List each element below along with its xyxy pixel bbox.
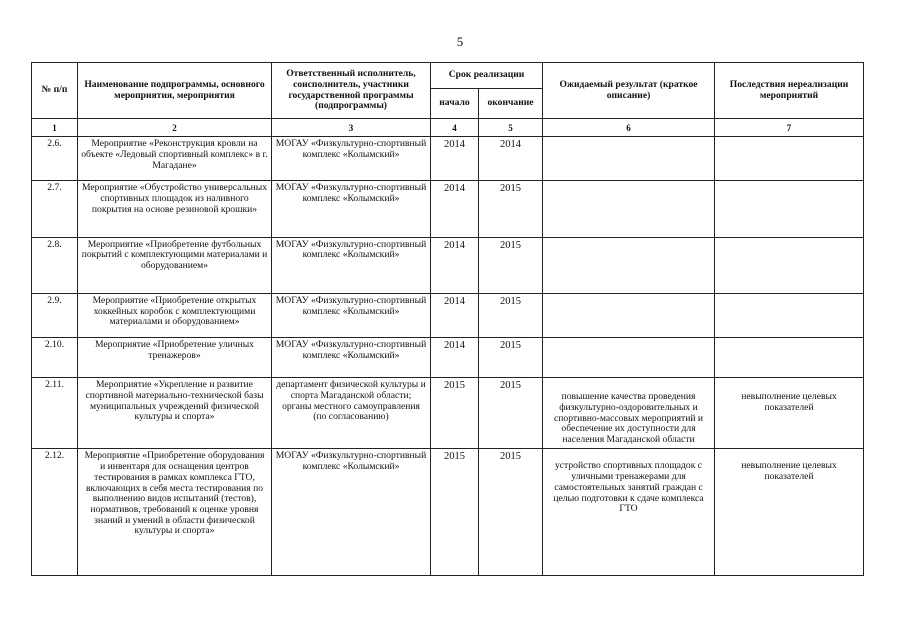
- table-row: [32, 237, 864, 293]
- executor: МОГАУ «Физкультурно-спортивный комплекс «Колымский»: [272, 237, 431, 293]
- executor: департамент физической культуры и спорта Магаданской области; органы местного самоуправления (по согласованию): [272, 378, 431, 449]
- header-period: Срок реализации: [431, 63, 543, 89]
- row-number: 2.8.: [32, 237, 78, 293]
- row-number: 2.12.: [32, 449, 78, 576]
- row-number: 2.10.: [32, 338, 78, 378]
- end-year: 2015: [479, 181, 543, 237]
- end-year: 2014: [479, 137, 543, 181]
- header-row: [32, 63, 864, 89]
- table-row: [32, 293, 864, 337]
- activity-name: Мероприятие «Приобретение уличных тренажеров»: [78, 338, 272, 378]
- table-row: [32, 449, 864, 576]
- start-year: 2014: [431, 293, 479, 337]
- header-name: Наименование подпрограммы, основного мероприятия, мероприятия: [78, 63, 272, 119]
- header-executor: Ответственный исполнитель, соисполнитель, участники государственной программы (подпрограммы): [272, 63, 431, 119]
- executor: МОГАУ «Физкультурно-спортивный комплекс «Колымский»: [272, 338, 431, 378]
- column-number: 5: [479, 119, 543, 137]
- consequences: [715, 181, 864, 237]
- row-number: 2.11.: [32, 378, 78, 449]
- expected-result: [543, 338, 715, 378]
- column-number-row: [32, 119, 864, 137]
- header-end: окончание: [479, 89, 543, 119]
- row-number: 2.9.: [32, 293, 78, 337]
- start-year: 2014: [431, 181, 479, 237]
- activity-name: Мероприятие «Реконструкция кровли на объекте «Ледовый спортивный комплекс» в г. Магадане»: [78, 137, 272, 181]
- column-number: 7: [715, 119, 864, 137]
- consequences: [715, 338, 864, 378]
- consequences: [715, 293, 864, 337]
- page-number: 5: [456, 34, 464, 49]
- column-number: 3: [272, 119, 431, 137]
- start-year: 2015: [431, 449, 479, 576]
- expected-result: [543, 293, 715, 337]
- column-number: 1: [32, 119, 78, 137]
- row-number: 2.7.: [32, 181, 78, 237]
- end-year: 2015: [479, 338, 543, 378]
- end-year: 2015: [479, 449, 543, 576]
- start-year: 2014: [431, 237, 479, 293]
- table-row: [32, 378, 864, 449]
- activity-name: Мероприятие «Приобретение открытых хоккейных коробок с комплектующими материалами и оборудованием»: [78, 293, 272, 337]
- end-year: 2015: [479, 237, 543, 293]
- program-activities-table: [31, 62, 864, 576]
- table-row: [32, 338, 864, 378]
- end-year: 2015: [479, 293, 543, 337]
- column-number: 2: [78, 119, 272, 137]
- executor: МОГАУ «Физкультурно-спортивный комплекс «Колымский»: [272, 293, 431, 337]
- header-consequences: Последствия нереализации мероприятий: [715, 63, 864, 119]
- activity-name: Мероприятие «Приобретение оборудования и инвентаря для оснащения центров тестирования в рамках комплекса ГТО, включающих в себя места тестирования по выполнению видов испытаний (тестов), нормативов, требований к оценке уровня знаний и умений в области физической культуры и спорта»: [78, 449, 272, 576]
- expected-result: [543, 137, 715, 181]
- activity-name: Мероприятие «Приобретение футбольных покрытий с комплектующими материалами и оборудованием»: [78, 237, 272, 293]
- header-result: Ожидаемый результат (краткое описание): [543, 63, 715, 119]
- activity-name: Мероприятие «Укрепление и развитие спортивной материально-технической базы муниципальных учреждений физической культуры и спорта»: [78, 378, 272, 449]
- table-row: [32, 181, 864, 237]
- activity-name: Мероприятие «Обустройство универсальных спортивных площадок из наливного покрытия на основе резиновой крошки»: [78, 181, 272, 237]
- expected-result: [543, 237, 715, 293]
- consequences: невыполнение целевых показателей: [715, 449, 864, 576]
- start-year: 2014: [431, 338, 479, 378]
- column-number: 6: [543, 119, 715, 137]
- consequences: [715, 237, 864, 293]
- row-number: 2.6.: [32, 137, 78, 181]
- expected-result: устройство спортивных площадок с уличными тренажерами для самостоятельных занятий граждан с целью подготовки к сдаче комплекса ГТО: [543, 449, 715, 576]
- consequences: [715, 137, 864, 181]
- column-number: 4: [431, 119, 479, 137]
- header-num: № п/п: [32, 63, 78, 119]
- table-row: [32, 137, 864, 181]
- executor: МОГАУ «Физкультурно-спортивный комплекс «Колымский»: [272, 449, 431, 576]
- consequences: невыполнение целевых показателей: [715, 378, 864, 449]
- end-year: 2015: [479, 378, 543, 449]
- executor: МОГАУ «Физкультурно-спортивный комплекс «Колымский»: [272, 181, 431, 237]
- start-year: 2014: [431, 137, 479, 181]
- start-year: 2015: [431, 378, 479, 449]
- expected-result: [543, 181, 715, 237]
- expected-result: повышение качества проведения физкультурно-оздоровительных и спортивно-массовых мероприятий и обеспечение их доступности для населения Магаданской области: [543, 378, 715, 449]
- header-start: начало: [431, 89, 479, 119]
- executor: МОГАУ «Физкультурно-спортивный комплекс «Колымский»: [272, 137, 431, 181]
